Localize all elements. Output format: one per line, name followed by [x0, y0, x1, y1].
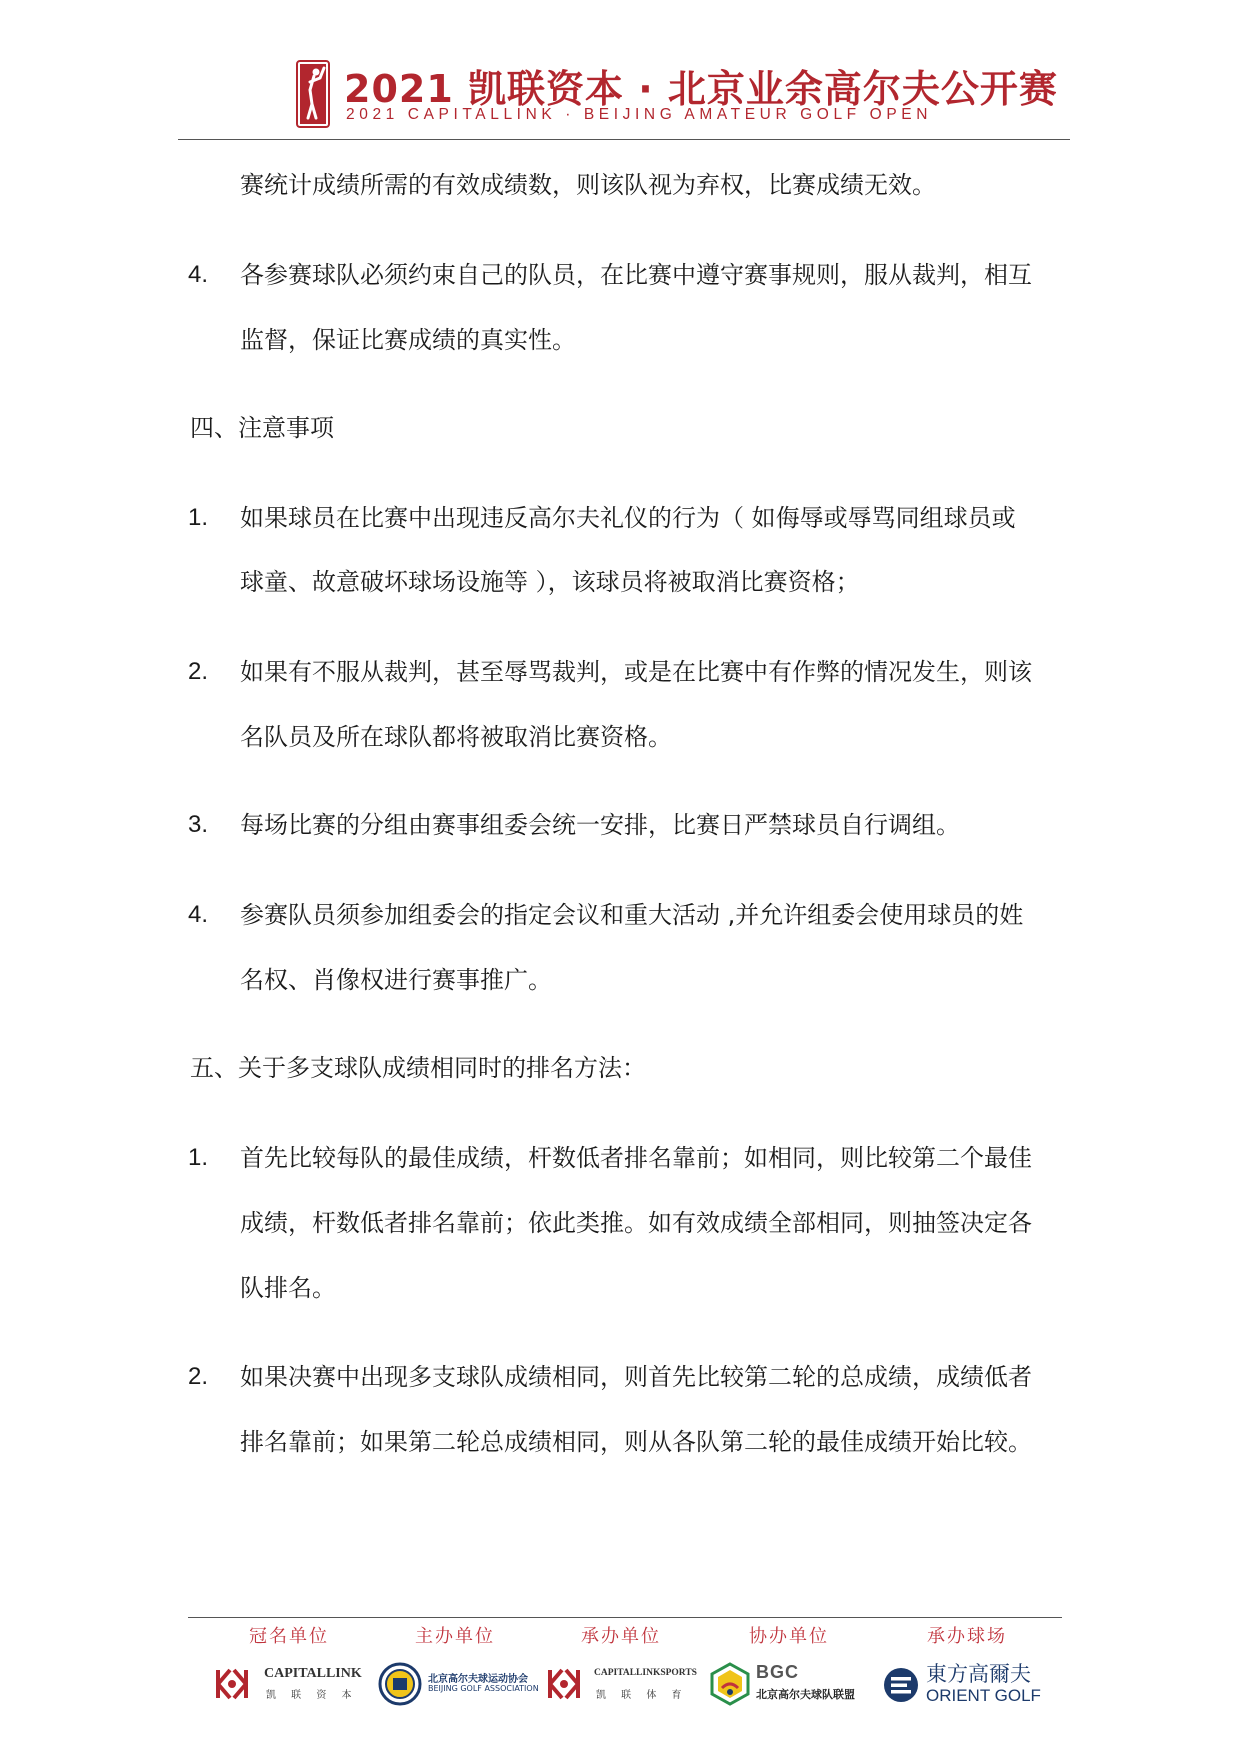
- sponsor-role: 承办球场: [927, 1626, 1007, 1647]
- footer-divider: [188, 1617, 1062, 1618]
- list-item-number: 4.: [188, 901, 209, 928]
- list-item-number: 3.: [188, 811, 209, 838]
- sponsor-co-organizer: [704, 1622, 874, 1722]
- list-item-number: 4.: [188, 261, 209, 288]
- document-title: 2021 凯联资本 · 北京业余高尔夫公开赛: [344, 67, 1058, 111]
- sponsor-role: 协办单位: [749, 1626, 829, 1647]
- section-heading: 五、关于多支球队成绩相同时的排名方法：: [190, 1054, 646, 1082]
- sponsor-role: 冠名单位: [249, 1626, 329, 1647]
- list-item-text: 每场比赛的分组由赛事组委会统一安排，比赛日严禁球员自行调组。: [240, 811, 960, 839]
- list-item-text: 如果决赛中出现多支球队成绩相同，则首先比较第二轮的总成绩，成绩低者: [240, 1363, 1032, 1391]
- list-item-text: 队排名。: [240, 1274, 336, 1302]
- list-item-text: 成绩，杆数低者排名靠前；依此类推。如有效成绩全部相同，则抽签决定各: [240, 1209, 1032, 1237]
- sponsor-name: CAPITALLINKSPORTS: [594, 1668, 697, 1678]
- capitallink-logo-icon: [212, 1664, 252, 1704]
- capitallinksports-logo-icon: [544, 1664, 584, 1704]
- list-item-text: 排名靠前；如果第二轮总成绩相同，则从各队第二轮的最佳成绩开始比较。: [240, 1428, 1032, 1456]
- list-item-text: 参赛队员须参加组委会的指定会议和重大活动 ,并允许组委会使用球员的姓: [240, 901, 1024, 929]
- list-item-text: 如果球员在比赛中出现违反高尔夫礼仪的行为（ 如侮辱或辱骂同组球员或: [240, 504, 1016, 532]
- sponsor-title: [204, 1622, 374, 1722]
- orient-golf-logo-icon: [882, 1666, 920, 1704]
- continued-paragraph: 赛统计成绩所需的有效成绩数，则该队视为弃权，比赛成绩无效。: [240, 171, 936, 199]
- document-subtitle: 2021 CAPITALLINK · BEIJING AMATEUR GOLF OPEN: [346, 106, 932, 123]
- sponsor-subname: 凯 联 资 本: [266, 1690, 358, 1701]
- sponsor-subname: 凯 联 体 育: [596, 1690, 688, 1701]
- list-item-text: 各参赛球队必须约束自己的队员，在比赛中遵守赛事规则，服从裁判，相互: [240, 261, 1032, 289]
- golfer-logo-icon: [296, 60, 330, 128]
- sponsor-venue: [882, 1622, 1052, 1722]
- list-item-text: 名权、肖像权进行赛事推广。: [240, 966, 552, 994]
- list-item-text: 如果有不服从裁判，甚至辱骂裁判，或是在比赛中有作弊的情况发生，则该: [240, 658, 1032, 686]
- sponsor-name: CAPITALLINK: [264, 1666, 362, 1681]
- list-item-number: 2.: [188, 1363, 209, 1390]
- bgc-logo-icon: [708, 1662, 752, 1706]
- list-item-number: 1.: [188, 1144, 209, 1171]
- list-item-text: 首先比较每队的最佳成绩，杆数低者排名靠前；如相同，则比较第二个最佳: [240, 1144, 1032, 1172]
- list-item-text: 监督，保证比赛成绩的真实性。: [240, 326, 576, 354]
- sponsor-subname: ORIENT GOLF: [926, 1686, 1041, 1705]
- sponsor-role: 主办单位: [415, 1626, 495, 1647]
- sponsor-organizer: [370, 1622, 540, 1722]
- list-item-text: 球童、故意破坏球场设施等 ），该球员将被取消比赛资格；: [240, 568, 860, 596]
- sponsor-name: BGC: [756, 1662, 799, 1682]
- section-heading: 四、注意事项: [190, 414, 334, 442]
- header-divider: [178, 139, 1070, 140]
- sponsor-host: [536, 1622, 706, 1722]
- list-item-number: 1.: [188, 504, 209, 531]
- sponsor-name: 北京高尔夫球运动协会: [428, 1674, 528, 1685]
- sponsor-subname: 北京高尔夫球队联盟: [756, 1688, 855, 1701]
- golf-association-emblem-icon: [378, 1662, 422, 1706]
- document-header: [0, 0, 1240, 140]
- list-item-text: 名队员及所在球队都将被取消比赛资格。: [240, 723, 672, 751]
- sponsor-role: 承办单位: [581, 1626, 661, 1647]
- list-item-number: 2.: [188, 658, 209, 685]
- sponsor-name: 東方高爾夫: [926, 1662, 1031, 1686]
- sponsor-subname: BEIJING GOLF ASSOCIATION: [428, 1684, 539, 1693]
